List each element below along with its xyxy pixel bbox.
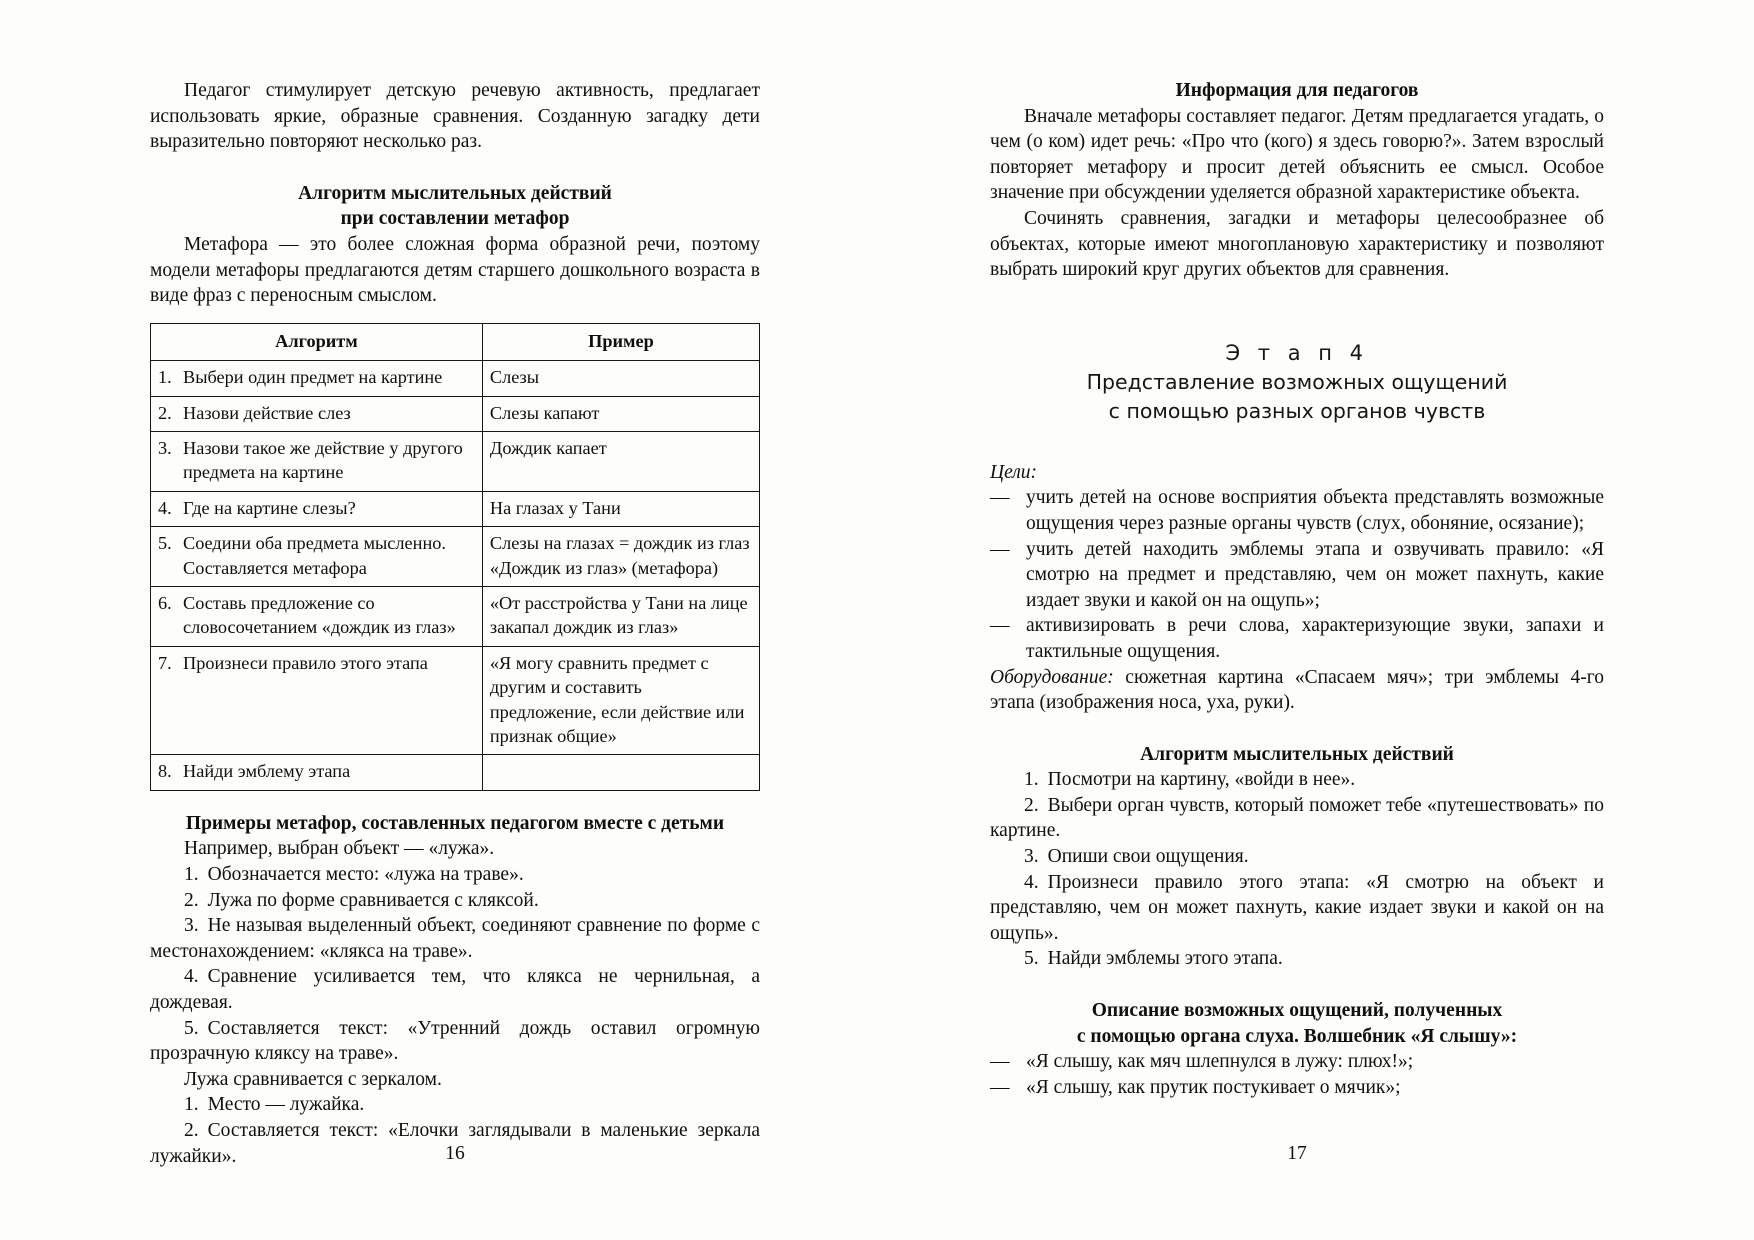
page-number-left: 16 [445, 1143, 465, 1164]
list-item [150, 964, 760, 1015]
page-gutter [760, 78, 990, 1240]
info-heading: Информация для педагогов [1175, 80, 1419, 101]
list-item-number: 4. [184, 966, 199, 988]
list-item [990, 793, 1604, 844]
stage-title-line2: с помощью разных органов чувств [1108, 398, 1486, 423]
list-item [150, 913, 760, 964]
list-item-text: учить детей на основе восприятия объекта представлять возможные ощущения через разные органы чувств (слух, обоняние, осязание); [1026, 487, 1604, 534]
list-item-number: 5. [1024, 948, 1039, 970]
table-row [151, 646, 760, 755]
table-cell-example: Слезы [482, 361, 759, 396]
row-algorithm-text: Составь предложение со словосочетанием «дождик из глаз» [183, 593, 456, 638]
goals-label: Цели: [990, 461, 1037, 483]
row-algorithm-text: Выбери один предмет на картине [183, 367, 443, 388]
algorithm-heading-right: Алгоритм мыслительных действий [1140, 743, 1454, 765]
table-cell-algorithm [151, 396, 483, 431]
examples-intro: Например, выбран объект — «лужа». [184, 838, 495, 860]
list-item [150, 1016, 760, 1067]
list-item-number: 2. [184, 889, 199, 911]
mirror-intro: Лужа сравнивается с зеркалом. [184, 1068, 442, 1090]
page-number-right: 17 [1287, 1143, 1307, 1164]
list-item-text: Не называя выделенный объект, соединяют сравнение по форме с местонахождением: «клякса на траве». [150, 915, 760, 962]
list-item [990, 1049, 1604, 1075]
row-algorithm-text: Где на картине слезы? [183, 497, 356, 518]
table-cell-algorithm [151, 646, 483, 755]
right-page [990, 78, 1604, 1240]
table-row [151, 527, 760, 587]
row-number: 3. [158, 437, 172, 458]
list-item-number: 3. [1024, 846, 1039, 868]
row-number: 1. [158, 367, 172, 388]
algorithm-heading-line2: при составлении метафор [340, 208, 570, 230]
info-paragraph-2: Сочинять сравнения, загадки и метафоры целесообразнее об объектах, которые имеют многоплановую характеристику и позволяют выбрать широкий круг других объектов для сравнения. [990, 207, 1604, 281]
info-paragraph-1: Вначале метафоры составляет педагог. Детям предлагается угадать, о чем (о ком) идет речь: «Про что (кого) я здесь говорю?». Затем взрослый повторяет метафору и просит детей объяснить ее смысл. Особое значение при обсуждении уделяется образной характеристике объекта. [990, 105, 1604, 204]
list-item-text: Выбери орган чувств, который поможет тебе «путешествовать» по картине. [990, 794, 1604, 842]
list-item-text: «Я слышу, как прутик постукивает о мячик»; [1026, 1076, 1401, 1098]
list-item-text: Опиши свои ощущения. [1047, 846, 1249, 868]
list-item-number: 1. [1024, 769, 1039, 791]
table-row [151, 361, 760, 396]
row-algorithm-text: Найди эмблему этапа [183, 761, 351, 782]
list-item [990, 844, 1604, 870]
description-heading-line1: Описание возможных ощущений, полученных [1091, 1000, 1503, 1022]
table-header-example: Пример [482, 323, 759, 360]
list-item [150, 1092, 760, 1118]
list-item-number: 4. [1024, 871, 1039, 893]
table-header-row [151, 323, 760, 360]
table-cell-algorithm [151, 491, 483, 526]
intro-paragraph: Педагог стимулирует детскую речевую активность, предлагает использовать яркие, образные сравнения. Созданную загадку дети выразительно повторяют несколько раз. [150, 80, 760, 153]
table-row [151, 396, 760, 431]
list-item-text: активизировать в речи слова, характеризующие звуки, запахи и тактильные ощущения. [1026, 615, 1604, 662]
dash-bullet: — [990, 487, 1010, 509]
table-header-algorithm: Алгоритм [151, 323, 483, 360]
algorithm-heading-line1: Алгоритм мыслительных действий [298, 182, 612, 204]
table-cell-example: Слезы капают [482, 396, 759, 431]
equipment-paragraph [990, 665, 1604, 716]
table-cell-algorithm [151, 361, 483, 396]
table-cell-algorithm [151, 527, 483, 587]
list-item-text: Составляется текст: «Утренний дождь оставил огромную прозрачную кляксу на траве». [150, 1017, 760, 1065]
list-item-text: Лужа по форме сравнивается с кляксой. [207, 889, 539, 911]
row-algorithm-text: Назови такое же действие у другого предмета на картине [183, 437, 463, 483]
table-cell-algorithm [151, 431, 483, 491]
list-item-text: Найди эмблемы этого этапа. [1047, 948, 1283, 970]
table-row [151, 587, 760, 647]
table-row [151, 491, 760, 526]
algorithm-list [990, 767, 1604, 972]
row-algorithm-text: Назови действие слез [183, 402, 351, 423]
row-algorithm-text: Соедини оба предмета мысленно. Составляется метафора [183, 533, 446, 578]
list-item-text: Обозначается место: «лужа на траве». [207, 864, 524, 886]
list-item-text: «Я слышу, как мяч шлепнулся в лужу: плюх!»; [1026, 1051, 1414, 1073]
list-item [990, 537, 1604, 614]
list-item [990, 1075, 1604, 1101]
row-number: 7. [158, 652, 172, 673]
row-number: 2. [158, 402, 172, 423]
table-row [151, 431, 760, 491]
description-heading-line2: с помощью органа слуха. Волшебник «Я слышу»: [1076, 1025, 1518, 1047]
table-cell-example: Слезы на глазах = дождик из глаз «Дождик из глаз» (метафора) [482, 527, 759, 587]
list-item [150, 888, 760, 914]
list-item [990, 767, 1604, 793]
table-cell-example [482, 755, 759, 790]
row-number: 6. [158, 593, 172, 613]
list-item-text: Произнеси правило этого этапа: «Я смотрю на объект и представляю, чем он может пахнуть, какие издает звуки и какой он на ощупь». [990, 871, 1604, 944]
row-number: 8. [158, 761, 172, 782]
list-item-number: 3. [184, 915, 199, 937]
stage-label [990, 339, 1604, 368]
list-item-text: Посмотри на картину, «войди в нее». [1047, 769, 1356, 791]
list-item [990, 870, 1604, 947]
list-item-number: 2. [1024, 794, 1039, 816]
left-page [150, 78, 760, 1240]
table-cell-example: На глазах у Тани [482, 491, 759, 526]
table-cell-algorithm [151, 755, 483, 790]
description-list [990, 1049, 1604, 1100]
list-item-number: 5. [184, 1017, 199, 1039]
list-item-text: Составляется текст: «Елочки заглядывали в маленькие зеркала лужайки». [150, 1119, 760, 1167]
list-item-number: 1. [184, 864, 199, 886]
dash-bullet: — [990, 615, 1010, 637]
list-item-text: Место — лужайка. [207, 1094, 365, 1116]
row-number: 4. [158, 497, 172, 518]
list-item-text: учить детей находить эмблемы этапа и озвучивать правило: «Я смотрю на предмет и представляю, чем он может пахнуть, какие издает звуки и какой он на ощупь»; [1026, 538, 1604, 611]
table-cell-example: «Я могу сравнить предмет с другим и составить предложение, если действие или признак общие» [482, 646, 759, 755]
dash-bullet: — [990, 1076, 1010, 1098]
stage-label-text: Э т а п 4 [1225, 340, 1369, 365]
table-row [151, 755, 760, 790]
list-item-text: Сравнение усиливается тем, что клякса не чернильная, а дождевая. [150, 966, 760, 1013]
dash-bullet: — [990, 1051, 1010, 1073]
algorithm-table [150, 323, 760, 791]
row-algorithm-text: Произнеси правило этого этапа [183, 652, 428, 673]
list-item [990, 613, 1604, 664]
row-number: 5. [158, 533, 172, 554]
after-heading-paragraph: Метафора — это более сложная форма образной речи, поэтому модели метафоры предлагаются детям старшего дошкольного возраста в виде фраз с переносным смыслом. [150, 233, 760, 307]
examples-heading: Примеры метафор, составленных педагогом вместе с детьми [185, 812, 725, 834]
list-item [150, 862, 760, 888]
goals-list [990, 485, 1604, 664]
list-item-number: 1. [184, 1094, 199, 1116]
table-cell-example: «От расстройства у Тани на лице закапал дождик из глаз» [482, 587, 759, 647]
examples-list [150, 862, 760, 1067]
table-cell-example: Дождик капает [482, 431, 759, 491]
stage-title-line1: Представление возможных ощущений [1086, 369, 1508, 394]
table-cell-algorithm [151, 587, 483, 647]
list-item [990, 946, 1604, 972]
equipment-text: сюжетная картина «Спасаем мяч»; три эмблемы 4-го этапа (изображения носа, уха, руки). [990, 666, 1604, 714]
list-item-number: 2. [184, 1119, 199, 1141]
list-item [990, 485, 1604, 536]
dash-bullet: — [990, 538, 1010, 560]
equipment-label: Оборудование: [990, 666, 1114, 688]
